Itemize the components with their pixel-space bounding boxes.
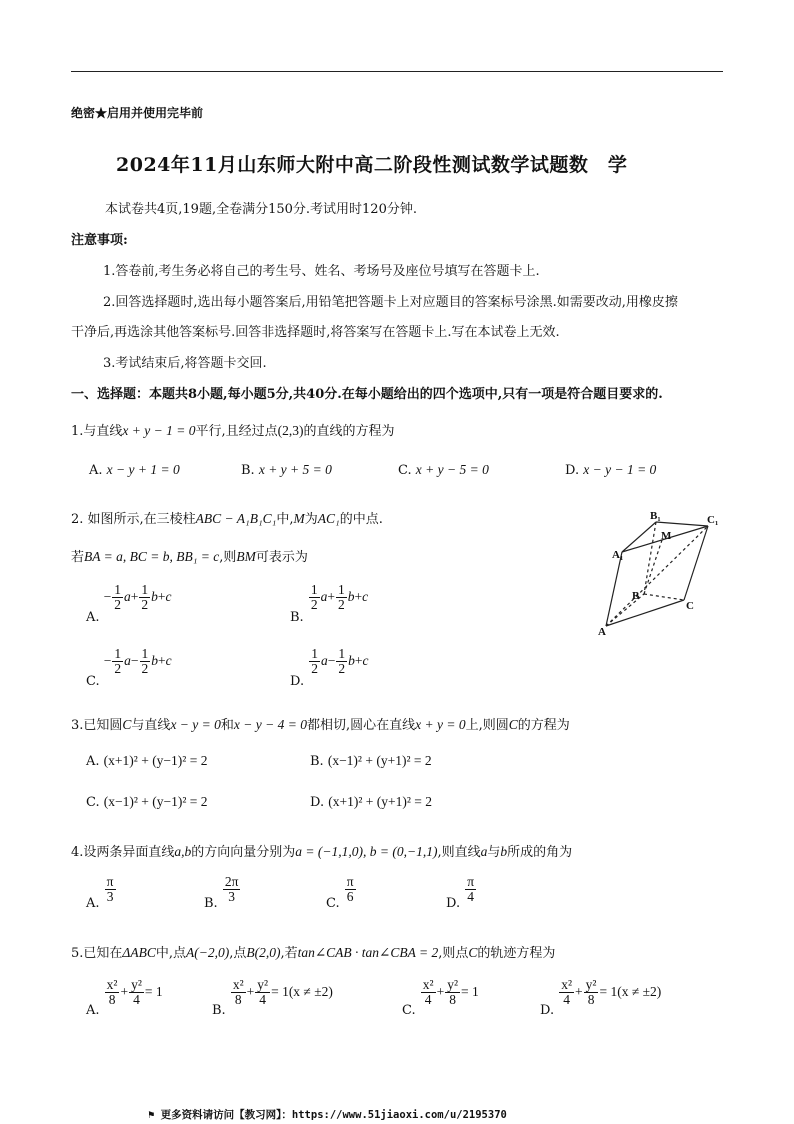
q4-option-c[interactable]: C. $\frac{\pi}{6}$: [326, 874, 354, 912]
q5-option-a[interactable]: A. $\frac{\text{x²}}{8}$ + $\frac{\text{y²}}{4}$ = 1: [86, 977, 163, 1018]
notice-3: 3.考试结束后,将答题卡交回.: [103, 356, 267, 371]
label-a: A: [598, 626, 606, 638]
notice-2: 2.回答选择题时,选出每小题答案后,用铅笔把答题卡上对应题目的答案标号涂黑.如需要改动,用橡皮擦: [103, 295, 678, 310]
label-c: C: [686, 600, 694, 612]
q2-option-b[interactable]: B. $\frac{1}{2}$ a+ $\frac{1}{2}$ b+c: [290, 582, 369, 625]
q1-option-c[interactable]: C. x + y − 5 = 0: [398, 462, 489, 478]
prism-figure: [592, 506, 732, 646]
q3-option-c[interactable]: C. (x−1)² + (y−1)² = 2: [86, 794, 208, 810]
question-2: 2. 如图所示,在三棱柱ABC − A₁B₁C₁中,M为AC₁的中点.: [71, 511, 383, 527]
label-a1: A₁: [612, 549, 624, 561]
q2-option-a[interactable]: A. − $\frac{1}{2}$ a+ $\frac{1}{2}$ b+c: [86, 582, 172, 625]
q5-option-d[interactable]: D. $\frac{\text{x²}}{4}$ + $\frac{\text{y²}}{8}$ = 1(x ≠ ±2): [540, 977, 662, 1018]
label-m: M: [661, 530, 672, 542]
q1-option-b[interactable]: B. x + y + 5 = 0: [241, 462, 332, 478]
q5-option-c[interactable]: C. $\frac{\text{x²}}{4}$ + $\frac{\text{y²}}{8}$ = 1: [402, 977, 479, 1018]
q2-option-d[interactable]: D. $\frac{1}{2}$ a− $\frac{1}{2}$ b+c: [290, 646, 369, 689]
notice-1: 1.答卷前,考生务必将自己的考生号、姓名、考场号及座位号填写在答题卡上.: [103, 264, 540, 279]
footer-link[interactable]: ⚑ 更多资料请访问【教习网】：https://www.51jiaoxi.com/u/2195370: [148, 1109, 507, 1121]
q1-option-a[interactable]: A. x − y + 1 = 0: [89, 462, 180, 478]
question-5: 5.已知在ΔABC中,点A(−2,0),点B(2,0),若tan∠CAB · tan∠CBA = 2,则点C的轨迹方程为: [71, 945, 556, 961]
label-b1: B₁: [650, 510, 661, 522]
notice-2-cont: 干净后,再选涂其他答案标号.回答非选择题时,将答案写在答题卡上.写在本试卷上无效.: [71, 325, 560, 340]
q4-option-b[interactable]: B. $\frac{2\pi}{3}$: [204, 874, 239, 912]
notice-heading: 注意事项:: [71, 233, 128, 248]
page-title: 2024年11月山东师大附中高二阶段性测试数学试题数 学: [116, 154, 628, 176]
question-3: 3.已知圆C与直线x − y = 0和x − y − 4 = 0都相切,圆心在直线x + y = 0上,则圆C的方程为: [71, 717, 570, 733]
q5-option-b[interactable]: B. $\frac{\text{x²}}{8}$ + $\frac{\text{y²}}{4}$ = 1(x ≠ ±2): [212, 977, 333, 1018]
q2-option-c[interactable]: C. − $\frac{1}{2}$ a− $\frac{1}{2}$ b+c: [86, 646, 172, 689]
flag-icon: ⚑: [148, 1109, 155, 1121]
q4-option-d[interactable]: D. $\frac{\pi}{4}$: [446, 874, 475, 912]
label-c1: C₁: [707, 514, 719, 526]
q3-option-d[interactable]: D. (x+1)² + (y+1)² = 2: [310, 794, 433, 810]
q3-option-a[interactable]: A. (x+1)² + (y−1)² = 2: [86, 753, 208, 769]
question-1: 1.与直线x + y − 1 = 0平行,且经过点(2,3)的直线的方程为: [71, 423, 395, 439]
q3-option-b[interactable]: B. (x−1)² + (y+1)² = 2: [310, 753, 432, 769]
q4-option-a[interactable]: A. $\frac{\pi}{3}$: [86, 874, 114, 912]
section-heading: 一、选择题：本题共8小题,每小题5分,共40分.在每小题给出的四个选项中,只有一项是符合题目要求的.: [71, 387, 663, 402]
header-rule: [71, 71, 723, 72]
intro-text: 本试卷共4页,19题,全卷满分150分.考试用时120分钟.: [105, 202, 417, 217]
question-4: 4.设两条异面直线a,b的方向向量分别为a = (−1,1,0), b = (0,−1,1),则直线a与b所成的角为: [71, 844, 573, 860]
q1-option-d[interactable]: D. x − y − 1 = 0: [565, 462, 657, 478]
label-b: B: [632, 590, 640, 602]
q2-condition: 若BA = a, BC = b, BB₁ = c,则BM可表示为: [71, 549, 308, 565]
header-note: 绝密★启用并使用完毕前: [71, 106, 204, 120]
